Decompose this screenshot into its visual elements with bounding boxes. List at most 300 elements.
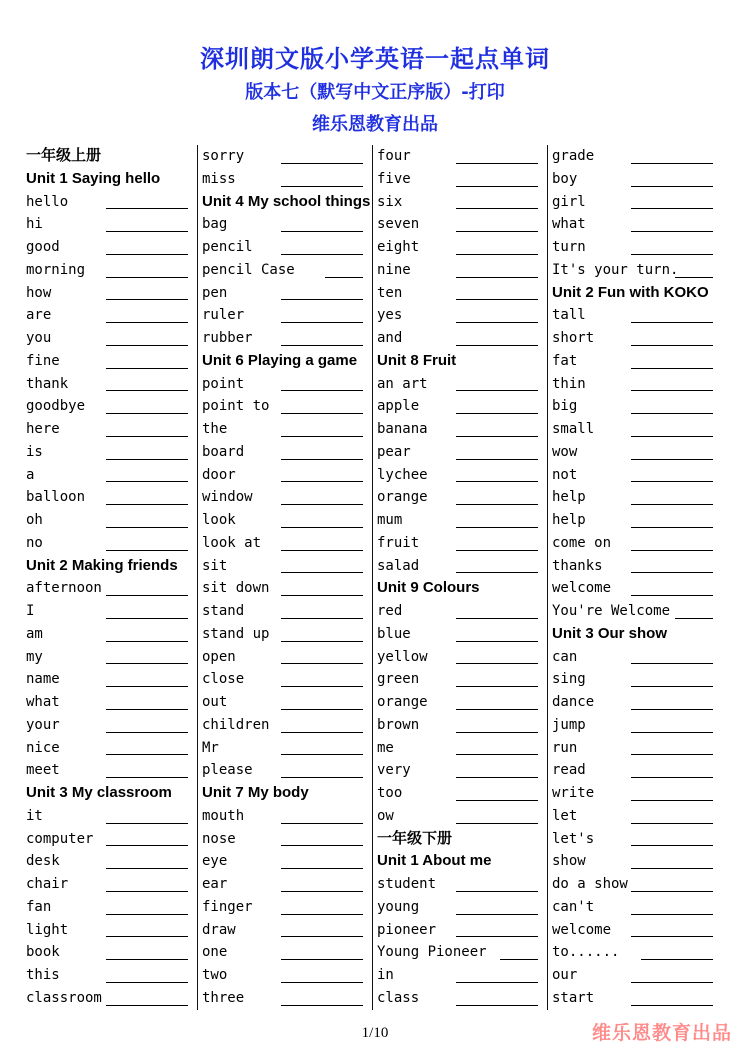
vocab-row <box>202 464 369 487</box>
vocab-word: open <box>202 648 236 665</box>
answer-blank[interactable] <box>456 1005 538 1006</box>
answer-blank[interactable] <box>106 368 188 369</box>
section-heading: Unit 1 About me <box>377 852 492 870</box>
vocab-word: close <box>202 671 245 688</box>
section-heading: Unit 2 Fun with KOKO <box>552 283 709 301</box>
answer-blank[interactable] <box>106 595 188 596</box>
vocab-word: yes <box>377 307 403 324</box>
answer-blank[interactable] <box>456 936 538 937</box>
section-heading: Unit 8 Fruit <box>377 351 457 369</box>
vocab-word: turn <box>552 239 586 255</box>
vocab-row <box>202 941 369 964</box>
answer-blank[interactable] <box>281 572 363 573</box>
answer-blank[interactable] <box>106 208 188 209</box>
vocab-word: stand <box>202 603 245 619</box>
answer-blank[interactable] <box>106 891 188 892</box>
answer-blank[interactable] <box>631 322 713 323</box>
answer-blank[interactable] <box>106 481 188 482</box>
answer-blank[interactable] <box>456 504 538 505</box>
answer-blank[interactable] <box>456 709 538 710</box>
vocab-row <box>202 600 369 623</box>
vocab-word: thin <box>552 375 586 392</box>
answer-blank[interactable] <box>456 823 538 824</box>
answer-blank[interactable] <box>675 618 713 619</box>
vocab-row <box>377 395 544 418</box>
answer-blank[interactable] <box>631 891 713 892</box>
answer-blank[interactable] <box>631 254 713 255</box>
vocab-row <box>552 714 719 737</box>
vocab-row <box>552 919 719 942</box>
vocab-row <box>26 532 194 555</box>
answer-blank[interactable] <box>281 390 363 391</box>
page-number: 1/10 <box>361 1025 389 1041</box>
vocab-row <box>377 145 544 168</box>
answer-blank[interactable] <box>106 299 188 300</box>
answer-blank[interactable] <box>106 413 188 414</box>
vocab-word: sorry <box>202 148 245 164</box>
vocab-word: It's your turn. <box>552 261 679 278</box>
vocab-row <box>552 464 719 487</box>
vocab-word: please <box>202 762 253 779</box>
vocab-word: you <box>26 330 52 346</box>
vocab-word: yellow <box>377 648 428 665</box>
answer-blank[interactable] <box>631 823 713 824</box>
vocab-word: look at <box>202 534 262 551</box>
vocab-row <box>377 191 544 214</box>
vocab-row <box>377 464 544 487</box>
vocab-word: pencil <box>202 239 253 255</box>
answer-blank[interactable] <box>631 208 713 209</box>
vocab-word: write <box>552 785 595 801</box>
section-heading: Unit 3 My classroom <box>26 784 172 801</box>
vocab-word: can <box>552 648 578 665</box>
vocab-word: red <box>377 603 403 619</box>
answer-blank[interactable] <box>281 163 363 164</box>
vocab-word: pen <box>202 284 228 301</box>
vocab-word: pear <box>377 443 411 460</box>
vocab-row <box>202 668 369 691</box>
vocab-word: green <box>377 671 420 688</box>
vocab-word: morning <box>26 261 86 278</box>
answer-blank[interactable] <box>456 345 538 346</box>
answer-blank[interactable] <box>631 936 713 937</box>
answer-blank[interactable] <box>631 436 713 437</box>
vocab-row <box>377 714 544 737</box>
vocab-word: what <box>26 694 60 710</box>
answer-blank[interactable] <box>106 709 188 710</box>
answer-blank[interactable] <box>675 277 713 278</box>
vocab-word: one <box>202 944 228 961</box>
answer-blank[interactable] <box>281 322 363 323</box>
vocab-row <box>202 646 369 669</box>
answer-blank[interactable] <box>631 732 713 733</box>
answer-blank[interactable] <box>456 527 538 528</box>
vocab-row <box>202 395 369 418</box>
answer-blank[interactable] <box>281 459 363 460</box>
answer-blank[interactable] <box>106 959 188 960</box>
vocab-word: very <box>377 762 411 779</box>
vocab-word: are <box>26 307 52 324</box>
vocab-word: out <box>202 694 228 710</box>
answer-blank[interactable] <box>106 231 188 232</box>
vocab-word: You're Welcome <box>552 603 671 619</box>
answer-blank[interactable] <box>106 641 188 642</box>
vocab-row <box>552 418 719 441</box>
answer-blank[interactable] <box>456 572 538 573</box>
vocab-row <box>552 873 719 896</box>
answer-blank[interactable] <box>325 277 363 278</box>
vocab-word: door <box>202 466 236 483</box>
vocab-row <box>552 577 719 600</box>
answer-blank[interactable] <box>631 709 713 710</box>
answer-blank[interactable] <box>106 686 188 687</box>
answer-blank[interactable] <box>281 231 363 232</box>
answer-blank[interactable] <box>106 823 188 824</box>
answer-blank[interactable] <box>281 868 363 869</box>
answer-blank[interactable] <box>106 868 188 869</box>
answer-blank[interactable] <box>106 390 188 391</box>
vocab-row <box>26 850 194 873</box>
vocab-row <box>377 236 544 259</box>
vocab-word: four <box>377 148 411 164</box>
vocab-word: how <box>26 284 52 301</box>
vocab-row <box>202 213 369 236</box>
answer-blank[interactable] <box>631 572 713 573</box>
answer-blank[interactable] <box>281 550 363 551</box>
answer-blank[interactable] <box>106 459 188 460</box>
answer-blank[interactable] <box>631 777 713 778</box>
vocab-word: mouth <box>202 807 245 824</box>
vocab-row <box>552 441 719 464</box>
answer-blank[interactable] <box>281 709 363 710</box>
vocab-row <box>202 168 369 191</box>
vocab-row <box>26 737 194 760</box>
vocab-word: run <box>552 739 578 756</box>
answer-blank[interactable] <box>456 686 538 687</box>
answer-blank[interactable] <box>456 777 538 778</box>
vocab-row <box>377 873 544 896</box>
vocab-word: mum <box>377 512 403 528</box>
vocab-word: banana <box>377 421 428 437</box>
answer-blank[interactable] <box>106 914 188 915</box>
answer-blank[interactable] <box>631 163 713 164</box>
answer-blank[interactable] <box>631 231 713 232</box>
answer-blank[interactable] <box>631 845 713 846</box>
answer-blank[interactable] <box>106 436 188 437</box>
vocab-word: eye <box>202 853 228 870</box>
vocab-row <box>26 259 194 282</box>
vocab-row <box>552 805 719 828</box>
answer-blank[interactable] <box>631 686 713 687</box>
vocab-row <box>377 532 544 555</box>
word-column-4 <box>547 145 719 1010</box>
answer-blank[interactable] <box>281 641 363 642</box>
answer-blank[interactable] <box>106 663 188 664</box>
answer-blank[interactable] <box>281 436 363 437</box>
vocab-word: goodbye <box>26 398 86 415</box>
answer-blank[interactable] <box>456 231 538 232</box>
vocab-word: what <box>552 216 586 233</box>
answer-blank[interactable] <box>281 663 363 664</box>
answer-blank[interactable] <box>281 936 363 937</box>
answer-blank[interactable] <box>456 299 538 300</box>
vocab-row <box>26 304 194 327</box>
answer-blank[interactable] <box>281 1005 363 1006</box>
vocab-row <box>202 532 369 555</box>
vocab-row <box>26 373 194 396</box>
vocab-row <box>377 555 544 578</box>
vocab-word: boy <box>552 170 578 187</box>
vocab-row <box>26 577 194 600</box>
answer-blank[interactable] <box>106 504 188 505</box>
vocab-word: pencil Case <box>202 261 295 278</box>
vocab-row <box>26 350 194 373</box>
answer-blank[interactable] <box>631 527 713 528</box>
answer-blank[interactable] <box>631 800 713 801</box>
vocab-word: eight <box>377 239 420 255</box>
answer-blank[interactable] <box>281 413 363 414</box>
vocab-word: pioneer <box>377 921 437 938</box>
vocab-row <box>202 236 369 259</box>
vocab-word: thank <box>26 375 69 392</box>
answer-blank[interactable] <box>281 823 363 824</box>
answer-blank[interactable] <box>106 732 188 733</box>
answer-blank[interactable] <box>456 481 538 482</box>
vocab-row <box>202 896 369 919</box>
answer-blank[interactable] <box>631 663 713 664</box>
answer-blank[interactable] <box>500 959 538 960</box>
vocab-row <box>377 509 544 532</box>
vocab-row <box>26 282 194 305</box>
vocab-row <box>26 964 194 987</box>
vocab-word: lychee <box>377 466 428 483</box>
section-heading: Unit 9 Colours <box>377 579 480 597</box>
answer-blank[interactable] <box>106 322 188 323</box>
answer-blank[interactable] <box>106 754 188 755</box>
vocab-word: miss <box>202 170 236 187</box>
answer-blank[interactable] <box>456 322 538 323</box>
answer-blank[interactable] <box>631 595 713 596</box>
answer-blank[interactable] <box>456 891 538 892</box>
vocab-word: short <box>552 330 595 346</box>
vocab-word: seven <box>377 216 420 233</box>
answer-blank[interactable] <box>106 618 188 619</box>
vocab-word: welcome <box>552 580 612 597</box>
vocab-word: help <box>552 512 586 528</box>
answer-blank[interactable] <box>456 277 538 278</box>
vocab-row <box>26 600 194 623</box>
vocab-word: hi <box>26 216 43 233</box>
answer-blank[interactable] <box>281 777 363 778</box>
answer-blank[interactable] <box>456 618 538 619</box>
answer-blank[interactable] <box>281 345 363 346</box>
vocab-row <box>552 759 719 782</box>
answer-blank[interactable] <box>281 891 363 892</box>
vocab-row <box>552 941 719 964</box>
vocab-row <box>202 145 369 168</box>
answer-blank[interactable] <box>631 459 713 460</box>
answer-blank[interactable] <box>631 481 713 482</box>
answer-blank[interactable] <box>641 959 713 960</box>
answer-blank[interactable] <box>106 277 188 278</box>
answer-blank[interactable] <box>281 618 363 619</box>
vocab-row <box>26 509 194 532</box>
answer-blank[interactable] <box>281 914 363 915</box>
answer-blank[interactable] <box>456 436 538 437</box>
answer-blank[interactable] <box>456 208 538 209</box>
vocab-word: show <box>552 853 586 870</box>
answer-blank[interactable] <box>456 982 538 983</box>
answer-blank[interactable] <box>456 390 538 391</box>
vocab-word: board <box>202 443 245 460</box>
answer-blank[interactable] <box>456 914 538 915</box>
document-header <box>0 42 750 140</box>
vocab-row <box>26 668 194 691</box>
answer-blank[interactable] <box>631 186 713 187</box>
vocab-word: read <box>552 762 586 779</box>
vocab-word: children <box>202 716 270 733</box>
answer-blank[interactable] <box>281 595 363 596</box>
vocab-row <box>26 941 194 964</box>
vocab-word: six <box>377 193 403 210</box>
vocab-word: blue <box>377 625 411 642</box>
vocab-word: oh <box>26 512 43 528</box>
vocab-row <box>26 191 194 214</box>
answer-blank[interactable] <box>281 982 363 983</box>
answer-blank[interactable] <box>281 959 363 960</box>
vocab-word: small <box>552 421 595 437</box>
answer-blank[interactable] <box>456 550 538 551</box>
vocab-row <box>26 646 194 669</box>
answer-blank[interactable] <box>631 504 713 505</box>
answer-blank[interactable] <box>281 527 363 528</box>
vocab-row <box>552 691 719 714</box>
answer-blank[interactable] <box>106 345 188 346</box>
answer-blank[interactable] <box>281 732 363 733</box>
answer-blank[interactable] <box>456 754 538 755</box>
answer-blank[interactable] <box>106 936 188 937</box>
vocab-row <box>552 987 719 1010</box>
answer-blank[interactable] <box>281 299 363 300</box>
answer-blank[interactable] <box>456 641 538 642</box>
answer-blank[interactable] <box>631 1005 713 1006</box>
answer-blank[interactable] <box>456 413 538 414</box>
vocab-word: too <box>377 785 403 801</box>
vocab-word: no <box>26 534 43 551</box>
answer-blank[interactable] <box>281 504 363 505</box>
vocab-row <box>552 782 719 805</box>
vocab-word: orange <box>377 694 428 710</box>
answer-blank[interactable] <box>631 982 713 983</box>
vocab-word: our <box>552 967 578 983</box>
answer-blank[interactable] <box>456 663 538 664</box>
vocab-row <box>202 737 369 760</box>
vocab-word: Young Pioneer <box>377 944 487 961</box>
vocab-word: student <box>377 876 437 892</box>
vocab-row <box>552 737 719 760</box>
answer-blank[interactable] <box>281 254 363 255</box>
vocab-row <box>26 464 194 487</box>
answer-blank[interactable] <box>631 550 713 551</box>
vocab-row <box>377 941 544 964</box>
answer-blank[interactable] <box>631 868 713 869</box>
watermark: 维乐恩教育出品 <box>591 1022 732 1044</box>
answer-blank[interactable] <box>106 1005 188 1006</box>
answer-blank[interactable] <box>456 186 538 187</box>
vocab-row <box>552 532 719 555</box>
vocab-word: am <box>26 625 43 642</box>
vocab-row <box>377 691 544 714</box>
vocab-row <box>202 850 369 873</box>
answer-blank[interactable] <box>106 254 188 255</box>
vocab-row <box>552 304 719 327</box>
vocab-word: hello <box>26 193 69 210</box>
vocab-word: desk <box>26 853 60 870</box>
answer-blank[interactable] <box>281 186 363 187</box>
vocab-word: wow <box>552 443 578 460</box>
answer-blank[interactable] <box>631 345 713 346</box>
answer-blank[interactable] <box>631 413 713 414</box>
answer-blank[interactable] <box>281 481 363 482</box>
vocab-row <box>202 873 369 896</box>
answer-blank[interactable] <box>106 777 188 778</box>
vocab-row <box>377 759 544 782</box>
vocab-word: not <box>552 466 578 483</box>
vocab-word: girl <box>552 193 586 210</box>
vocab-row <box>552 850 719 873</box>
vocab-word: big <box>552 398 578 415</box>
vocab-row <box>202 805 369 828</box>
section-heading: 一年级下册 <box>377 829 453 847</box>
vocab-word: welcome <box>552 921 612 938</box>
answer-blank[interactable] <box>106 550 188 551</box>
vocab-row <box>377 600 544 623</box>
vocab-word: fruit <box>377 534 420 551</box>
section-heading: 一年级上册 <box>26 147 102 164</box>
answer-blank[interactable] <box>456 800 538 801</box>
answer-blank[interactable] <box>106 845 188 846</box>
answer-blank[interactable] <box>631 368 713 369</box>
answer-blank[interactable] <box>631 754 713 755</box>
answer-blank[interactable] <box>106 982 188 983</box>
answer-blank[interactable] <box>456 459 538 460</box>
answer-blank[interactable] <box>281 845 363 846</box>
answer-blank[interactable] <box>456 163 538 164</box>
word-column-3 <box>372 145 544 1010</box>
answer-blank[interactable] <box>631 914 713 915</box>
vocab-word: I <box>26 603 35 619</box>
vocab-row <box>552 668 719 691</box>
answer-blank[interactable] <box>281 686 363 687</box>
vocab-row <box>552 646 719 669</box>
answer-blank[interactable] <box>456 732 538 733</box>
vocab-word: here <box>26 421 60 437</box>
answer-blank[interactable] <box>456 254 538 255</box>
vocab-row <box>202 327 369 350</box>
vocab-word: to...... <box>552 944 620 961</box>
vocab-word: five <box>377 170 411 187</box>
vocab-row <box>202 623 369 646</box>
vocab-word: sit <box>202 557 228 574</box>
answer-blank[interactable] <box>631 390 713 391</box>
answer-blank[interactable] <box>106 527 188 528</box>
answer-blank[interactable] <box>281 754 363 755</box>
vocab-row <box>552 168 719 191</box>
vocab-row <box>552 327 719 350</box>
vocab-word: stand up <box>202 625 270 642</box>
vocab-word: start <box>552 989 595 1006</box>
vocab-row <box>377 304 544 327</box>
